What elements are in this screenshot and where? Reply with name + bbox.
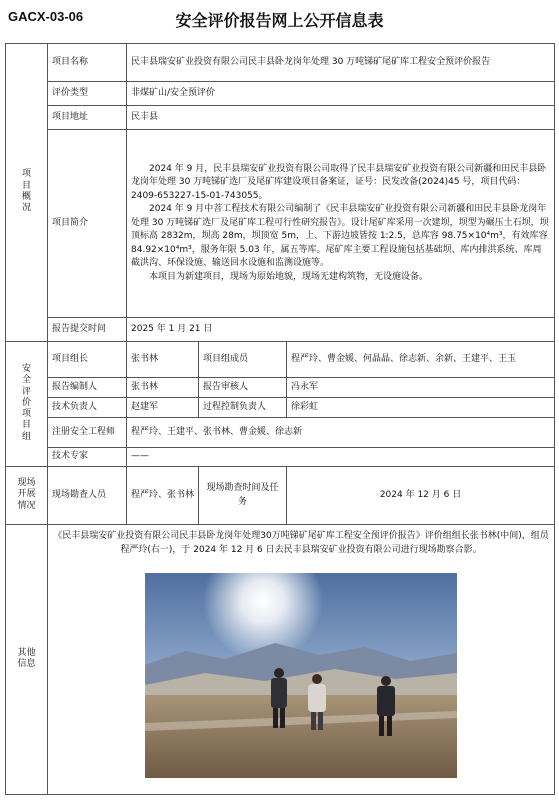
row-submit-date <box>6 318 555 342</box>
value-project-intro <box>127 130 555 318</box>
label-project-intro: 项目简介 <box>48 130 127 318</box>
section-other: 其他信息 <box>6 525 48 795</box>
value-process-control: 徐彩虹 <box>287 398 555 418</box>
info-table <box>5 43 555 795</box>
value-tech-lead: 赵建军 <box>127 398 199 418</box>
value-eval-type: 非煤矿山/安全预评价 <box>127 82 555 106</box>
row-tech-lead <box>6 398 555 418</box>
value-field-time: 2024 年 12 月 6 日 <box>287 467 555 525</box>
value-team-members: 程严玲、曹金媛、何晶晶、徐志新、余新、王建平、王玉 <box>287 342 555 378</box>
label-field-staff: 现场勘查人员 <box>48 467 127 525</box>
label-report-author: 报告编制人 <box>48 378 127 398</box>
row-team-leader <box>6 342 555 378</box>
label-process-control: 过程控制负责人 <box>199 398 287 418</box>
value-report-reviewer: 冯永军 <box>287 378 555 398</box>
intro-paragraph-1: 2024 年 9 月，民丰县瑞安矿业投资有限公司取得了民丰县瑞安矿业投资有限公司新疆和田民丰县卧龙岗年处理 30 万吨锑矿选厂及尾矿库建设项目备案证，证号：民发改备(2024)45 号，项目代码：2409-653227-15-01-743055。 <box>131 163 547 201</box>
row-project-intro <box>6 130 555 318</box>
photo-caption: 《民丰县瑞安矿业投资有限公司民丰县卧龙岗年处理30万吨锑矿尾矿库工程安全预评价报告》评价组组长张书林(中间)，组员程严玲(右一)，于 2024 年 12 月 6 日去民丰县瑞安矿业投资有限公司进行现场勘察合影。 <box>53 531 549 555</box>
section-overview: 项目概况 <box>6 44 48 342</box>
section-field: 现场开展情况 <box>6 467 48 525</box>
label-tech-expert: 技术专家 <box>48 448 127 467</box>
intro-paragraph-3: 本项目为新建项目，现场为原始地貌，现场无建构筑物，无设施设备。 <box>149 271 429 282</box>
row-eval-type <box>6 82 555 106</box>
label-project-address: 项目地址 <box>48 106 127 130</box>
label-field-time: 现场勘查时间及任务 <box>199 467 287 525</box>
label-team-members: 项目组成员 <box>199 342 287 378</box>
value-tech-expert: —— <box>127 448 555 467</box>
row-tech-expert <box>6 448 555 467</box>
value-submit-date: 2025 年 1 月 21 日 <box>127 318 555 342</box>
section-team: 安全评价项目组 <box>6 342 48 467</box>
row-project-address <box>6 106 555 130</box>
value-safety-engineer: 程严玲、王建平、张书林、曹金媛、徐志新 <box>127 418 555 448</box>
value-other-info <box>48 525 555 795</box>
row-report-author <box>6 378 555 398</box>
value-report-author: 张书林 <box>127 378 199 398</box>
label-eval-type: 评价类型 <box>48 82 127 106</box>
label-submit-date: 报告提交时间 <box>48 318 127 342</box>
document-title: 安全评价报告网上公开信息表 <box>175 11 384 30</box>
value-field-staff: 程严玲、张书林 <box>127 467 199 525</box>
intro-paragraph-2: 2024 年 9 月中菩工程技术有限公司编制了《民丰县瑞安矿业投资有限公司新疆和田民丰县卧龙岗年处理 30 万吨锑矿选厂及尾矿库工程可行性研究报告》。设计尾矿库采用一次建坝，坝型为碾压土石坝，坝顶标高 2832m，坝高 28m，坝顶宽 5m，上、下游边坡皆按 1:2.5，总库容 98.75×10⁴m³，有效库容 84.92×10⁴m³，服务年限 5.03 年，属五等库。尾矿库主要工程设施包括基础坝、库内排洪系统、库周截洪沟、环保设施、输送回水设施和监测设施等。 <box>131 204 549 269</box>
site-photo <box>145 573 457 778</box>
row-other-info <box>6 525 555 795</box>
value-project-name: 民丰县瑞安矿业投资有限公司民丰县卧龙岗年处理 30 万吨锑矿尾矿库工程安全预评价报告 <box>127 44 555 82</box>
label-project-name: 项目名称 <box>48 44 127 82</box>
label-report-reviewer: 报告审核人 <box>199 378 287 398</box>
row-safety-engineer <box>6 418 555 448</box>
value-project-address: 民丰县 <box>127 106 555 130</box>
label-safety-engineer: 注册安全工程师 <box>48 418 127 448</box>
ground <box>145 695 457 778</box>
row-field-survey <box>6 467 555 525</box>
value-team-leader: 张书林 <box>127 342 199 378</box>
label-team-leader: 项目组长 <box>48 342 127 378</box>
label-tech-lead: 技术负责人 <box>48 398 127 418</box>
row-project-name <box>6 44 555 82</box>
document-code: GACX-03-06 <box>8 9 84 24</box>
